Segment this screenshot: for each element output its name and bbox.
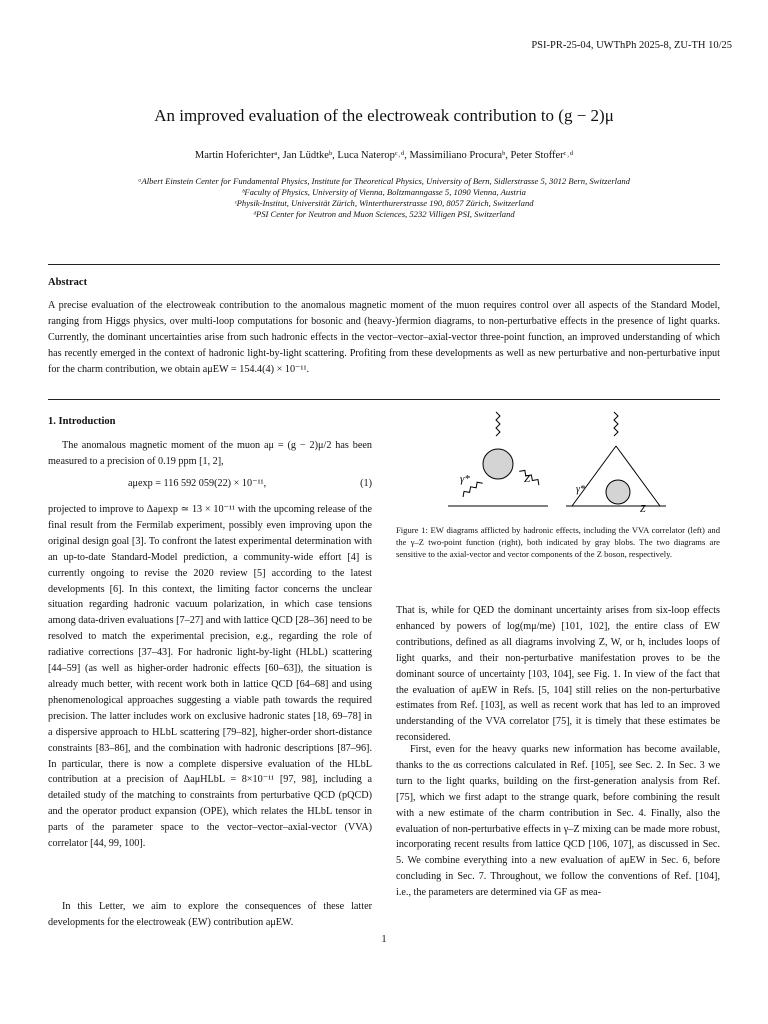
feynman-diagrams — [396, 406, 720, 518]
z-label-left: Z — [524, 473, 531, 485]
figure-1-caption: Figure 1: EW diagrams afflicted by hadronic effects, including the VVA correlator (left) and the γ–Z two-point function (right), both indicated by gray blobs. The two diagrams are sensitive to the axial-vector and vector components of the Z boson, respectively. — [396, 525, 720, 559]
bottom-rule — [48, 399, 720, 400]
affiliation-c: ᶜPhysik-Institut, Universität Zürich, Winterthurerstrasse 190, 8057 Zürich, Switzerland — [234, 198, 534, 208]
vva-diagram-left — [448, 412, 548, 506]
right-paragraph-1: That is, while for QED the dominant uncertainty arises from six-loop effects enhanced by powers of log(mμ/me) [101, 102], the entire class of EW contributions, defined as all diagrams involving Z, W, or h, includes loops of light quarks, and their non-perturbative manifestation proves to be the dominant source of uncertainty [103, 104], see Fig. 1. In view of the fact that the evaluation of aμEW in Refs. [5, 104] still relies on the non-perturbative estimates from Ref. [103], as well as recent work that has led to an improved understanding of the VVA correlator [75], it is timely that these estimates be reconsidered. — [396, 605, 720, 744]
abstract-heading: Abstract — [48, 277, 88, 288]
section-heading-introduction: 1. Introduction — [48, 416, 116, 427]
intro-paragraph-2: projected to improve to Δaμexp ≃ 13 × 10⁻¹¹ with the upcoming release of the final result from the Fermilab experiment, possibly even improving upon the original design goal [3]. To confront the latest experimental determination with an up-to-date Standard-Model prediction, a community-wide effort [4] is currently ongoing to revise the 2020 review [5] according to the latest developments [6]. In this context, the limiting factor concerns the unclear situation regarding hadronic vacuum polarization, in which case tensions among data-driven evaluations [7–27] and with lattice QCD [28–36] need to be resolved to match the experimental precision, e.g., regarding the role of radiative corrections [37–43]. For hadronic light-by-light (HLbL) scattering [44–59] (as well as higher-order hadronic effects [60–63]), the situation is already much better, with recent work both in lattice QCD [64–68] and using phenomenological approaches suggesting a viable path towards the required precision. The latter includes work on exclusive hadronic states [18, 69–78] in a dispersive approach to HLbL scattering [79–82], higher-order short-distance constraints [83–86], and the combination with hadronic descriptions [87–96]. In particular, there is now a complete dispersive evaluation of the HLbL contribution at a precision of ΔaμHLbL = 8×10⁻¹¹ [97, 98], including a detailed study of the matching to constraints from perturbative QCD (pQCD) and the operator product expansion (OPE), which relates the HLbL tensor in parts of the parameter space to the vector–vector–axial-vector (VVA) correlator [44, 99, 100]. — [48, 504, 372, 850]
report-number: PSI-PR-25-04, UWThPh 2025-8, ZU-TH 10/25 — [531, 40, 732, 51]
gamma-star-label-left: γ* — [460, 473, 470, 485]
equation-body: aμexp = 116 592 059(22) × 10⁻¹¹, — [128, 478, 267, 489]
affiliations — [0, 176, 768, 220]
gray-blob-icon — [606, 480, 630, 504]
paper-title: An improved evaluation of the electroweak contribution to (g − 2)μ — [154, 106, 614, 125]
intro-paragraph-1: The anomalous magnetic moment of the muon aμ = (g − 2)μ/2 has been measured to a precision of 0.19 ppm [1, 2], — [48, 440, 372, 467]
figure-1 — [396, 406, 720, 523]
abstract-body: A precise evaluation of the electroweak contribution to the anomalous magnetic moment of the muon requires control over all aspects of the Standard Model, ranging from Higgs physics, over multi-loop computations for bosonic and (heavy-)fermion diagrams, to non-perturbative effects in the presence of light quarks. Currently, the dominant uncertainties arise from such hadronic effects in the vector–vector–axial-vector three-point function, an improved understanding of which has recently emerged in the context of hadronic light-by-light scattering. Profiting from these developments as well as new perturbative and non-perturbative input for the charm contribution, we obtain aμEW = 154.4(4) × 10⁻¹¹. — [48, 300, 720, 376]
equation-number: (1) — [360, 478, 372, 489]
affiliation-d: ᵈPSI Center for Neutron and Muon Sciences, 5232 Villigen PSI, Switzerland — [253, 209, 515, 219]
gamma-star-label-right: γ* — [576, 484, 585, 495]
gamma-z-diagram-right — [566, 412, 666, 515]
right-paragraph-2: First, even for the heavy quarks new information has become available, thanks to the αs corrections calculated in Ref. [105], see Sec. 2. In Sec. 3 we turn to the light quarks, building on the first-generation analysis from Ref. [75], which we first adapt to the strange quark, before combining the result with a new estimate of the charm contribution in Sec. 4. Finally, also the evaluation of non-perturbative effects in γ–Z mixing can be made more robust, incorporating recent results from lattice QCD [106, 107], as discussed in Sec. 5. We combine everything into a new evaluation of aμEW in Sec. 6, before concluding in Sec. 7. Throughout, we follow the conventions of Ref. [104], i.e., the parameters are determined via GF as mea- — [396, 744, 720, 899]
gray-blob-icon — [483, 449, 513, 479]
affiliation-b: ᵇFaculty of Physics, University of Vienna, Boltzmanngasse 5, 1090 Vienna, Austria — [242, 187, 526, 197]
top-rule — [48, 264, 720, 265]
intro-paragraph-3: In this Letter, we aim to explore the consequences of these latter developments for the electroweak (EW) contribution aμEW. — [48, 901, 372, 928]
page-number: 1 — [381, 934, 387, 945]
author-list: Martin Hoferichterᵃ, Jan Lüdtkeᵇ, Luca Nateropᶜ˒ᵈ, Massimiliano Procuraᵇ, Peter Stofferᶜ˒ᵈ — [194, 150, 574, 161]
affiliation-a: ᵃAlbert Einstein Center for Fundamental Physics, Institute for Theoretical Physics, University of Bern, Sidlerstrasse 5, 3012 Bern, Switzerland — [138, 176, 630, 186]
z-label-right: Z — [640, 504, 646, 515]
